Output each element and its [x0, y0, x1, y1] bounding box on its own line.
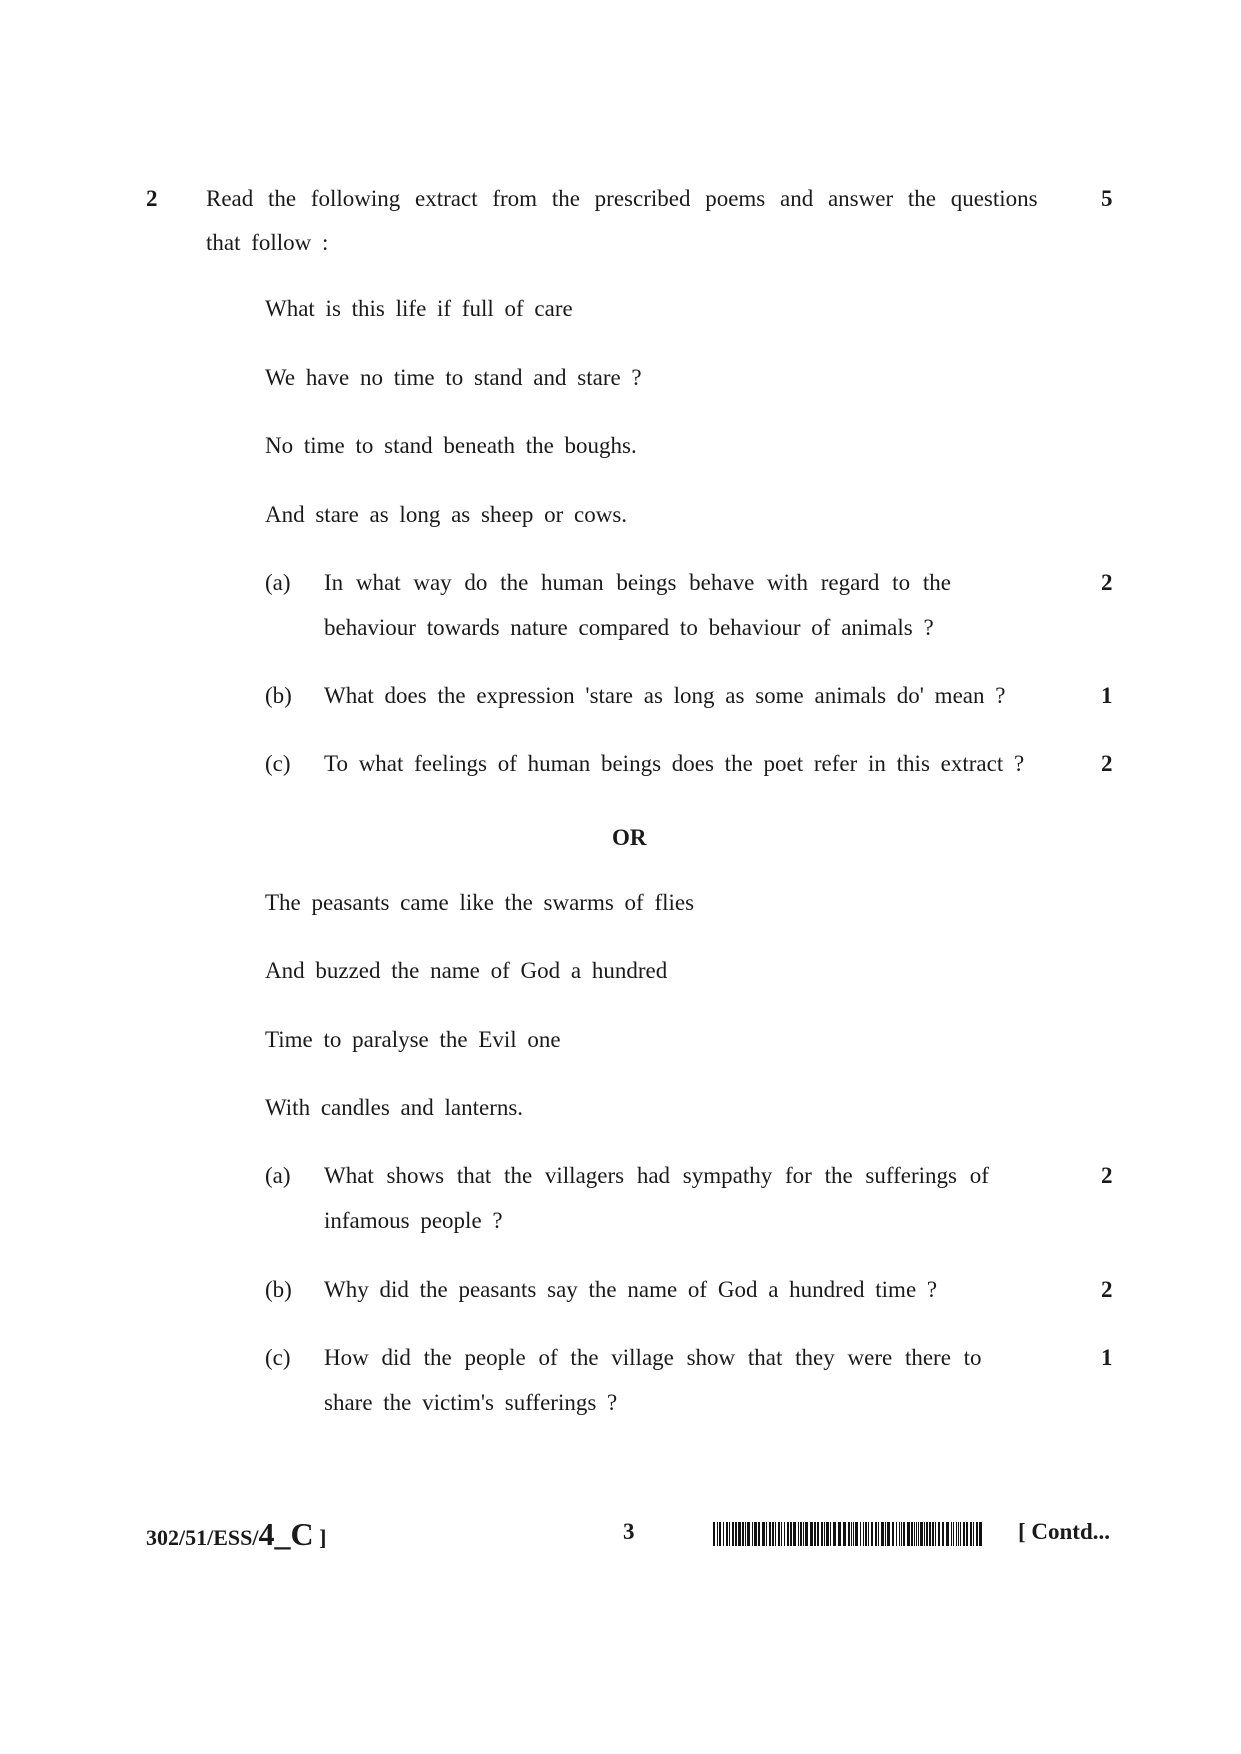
- subquestion-text: In what way do the human beings behave with regard to the: [324, 570, 951, 595]
- subquestion-label: (b): [265, 683, 292, 708]
- subquestion-marks: 2: [1101, 570, 1113, 595]
- subquestion-label: (c): [265, 1345, 291, 1370]
- question-intro-line-2: that follow :: [206, 230, 329, 255]
- subquestion-marks: 2: [1101, 1163, 1113, 1188]
- subquestion-text: infamous people ?: [324, 1208, 503, 1233]
- subquestion-text: What does the expression 'stare as long as some animals do' mean ?: [324, 683, 1006, 708]
- poem-line: And buzzed the name of God a hundred: [265, 958, 668, 983]
- subquestion-label: (c): [265, 751, 291, 776]
- poem-line: And stare as long as sheep or cows.: [265, 502, 628, 527]
- continued-label: [ Contd...: [1018, 1519, 1111, 1544]
- subquestion-text: Why did the peasants say the name of God a hundred time ?: [324, 1277, 938, 1302]
- question-marks: 5: [1101, 186, 1113, 211]
- poem-line: Time to paralyse the Evil one: [265, 1027, 561, 1052]
- subquestion-marks: 1: [1101, 1345, 1113, 1370]
- subquestion-marks: 2: [1101, 1277, 1113, 1302]
- paper-code-set: 4_C: [258, 1516, 314, 1552]
- barcode-image: [713, 1522, 985, 1546]
- poem-line: What is this life if full of care: [265, 296, 573, 321]
- or-divider: OR: [612, 825, 647, 850]
- poem-line: With candles and lanterns.: [265, 1095, 524, 1120]
- subquestion-text: share the victim's sufferings ?: [324, 1390, 618, 1415]
- page-number: 3: [623, 1519, 635, 1544]
- poem-line: We have no time to stand and stare ?: [265, 365, 642, 390]
- paper-code-prefix: 302/51/ESS/: [146, 1525, 259, 1550]
- question-number: 2: [146, 186, 158, 211]
- question-intro-line-1: Read the following extract from the prescribed poems and answer the questions: [206, 186, 1038, 211]
- subquestion-text: How did the people of the village show that they were there to: [324, 1345, 982, 1370]
- subquestion-label: (b): [265, 1277, 292, 1302]
- subquestion-text: To what feelings of human beings does the poet refer in this extract ?: [324, 751, 1025, 776]
- paper-code-suffix: ]: [313, 1525, 327, 1550]
- subquestion-marks: 2: [1101, 751, 1113, 776]
- subquestion-text: behaviour towards nature compared to behaviour of animals ?: [324, 615, 934, 640]
- subquestion-marks: 1: [1101, 683, 1113, 708]
- subquestion-label: (a): [265, 570, 291, 595]
- poem-line: No time to stand beneath the boughs.: [265, 433, 637, 458]
- poem-line: The peasants came like the swarms of flies: [265, 890, 695, 915]
- paper-code: [146, 1516, 326, 1553]
- subquestion-text: What shows that the villagers had sympathy for the sufferings of: [324, 1163, 989, 1188]
- subquestion-label: (a): [265, 1163, 291, 1188]
